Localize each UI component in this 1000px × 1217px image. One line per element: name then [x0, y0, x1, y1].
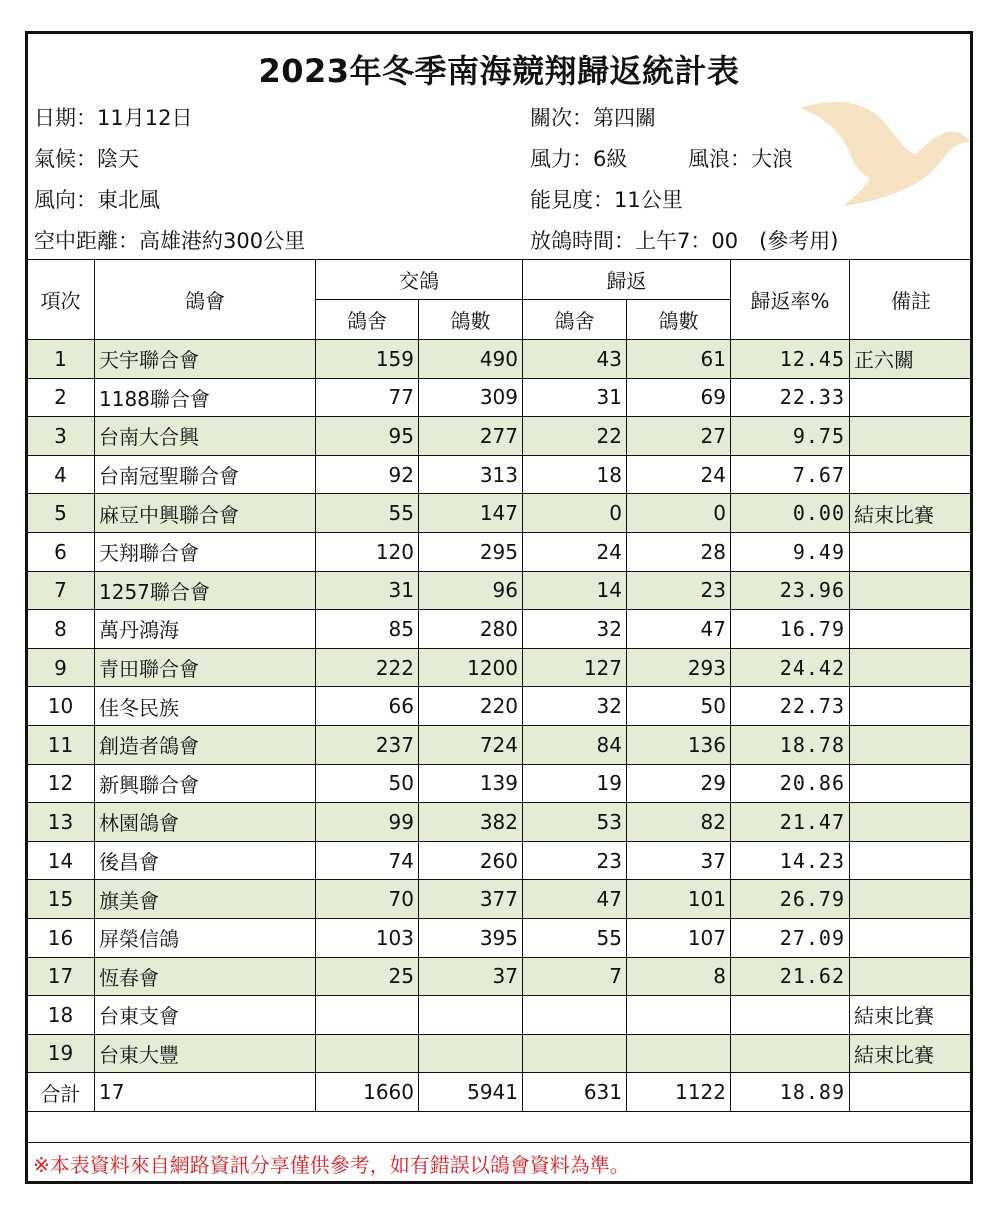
cell-remark	[850, 687, 973, 726]
table-row	[27, 841, 973, 880]
cell-submitted-lofts: 77	[316, 378, 419, 417]
cell-remark	[850, 957, 973, 996]
dove-icon	[798, 94, 973, 209]
info-waves: 風浪：大浪	[688, 147, 793, 171]
cell-remark	[850, 880, 973, 919]
total-remark	[850, 1073, 973, 1112]
table-row	[27, 417, 973, 456]
cell-returned-lofts: 14	[523, 571, 627, 610]
cell-submitted-birds: 1200	[419, 648, 523, 687]
cell-returned-birds: 82	[627, 803, 731, 842]
stats-table-wrap	[28, 259, 970, 1112]
cell-remark	[850, 417, 973, 456]
cell-returned-birds	[627, 996, 731, 1035]
cell-club: 1188聯合會	[95, 378, 316, 417]
header-submitted-lofts: 鴿舍	[316, 300, 419, 340]
cell-rate: 12.45	[731, 340, 850, 379]
cell-rate: 18.78	[731, 725, 850, 764]
cell-no: 13	[27, 803, 95, 842]
cell-no: 9	[27, 648, 95, 687]
cell-submitted-lofts: 222	[316, 648, 419, 687]
table-row	[27, 532, 973, 571]
cell-rate: 0.00	[731, 494, 850, 533]
cell-submitted-birds: 724	[419, 725, 523, 764]
info-distance: 空中距離：高雄港約300公里	[34, 229, 306, 253]
cell-returned-lofts: 84	[523, 725, 627, 764]
header-submitted-birds: 鴿數	[419, 300, 523, 340]
cell-returned-birds	[627, 1034, 731, 1073]
header-rate: 歸返率%	[731, 260, 850, 340]
cell-submitted-birds: 147	[419, 494, 523, 533]
cell-submitted-birds: 37	[419, 957, 523, 996]
cell-no: 12	[27, 764, 95, 803]
cell-submitted-birds: 260	[419, 841, 523, 880]
total-submitted-lofts: 1660	[316, 1073, 419, 1112]
cell-returned-birds: 37	[627, 841, 731, 880]
cell-returned-lofts	[523, 996, 627, 1035]
cell-returned-birds: 8	[627, 957, 731, 996]
cell-club: 天宇聯合會	[95, 340, 316, 379]
cell-returned-birds: 0	[627, 494, 731, 533]
cell-rate: 14.23	[731, 841, 850, 880]
cell-rate: 24.42	[731, 648, 850, 687]
cell-club: 台東支會	[95, 996, 316, 1035]
cell-submitted-lofts: 120	[316, 532, 419, 571]
cell-returned-lofts: 127	[523, 648, 627, 687]
table-row	[27, 340, 973, 379]
cell-returned-lofts: 19	[523, 764, 627, 803]
cell-rate: 21.47	[731, 803, 850, 842]
cell-submitted-lofts	[316, 996, 419, 1035]
note-divider	[28, 1142, 970, 1143]
cell-submitted-birds	[419, 1034, 523, 1073]
header-returned: 歸返	[523, 260, 731, 300]
cell-submitted-birds: 309	[419, 378, 523, 417]
total-returned-birds: 1122	[627, 1073, 731, 1112]
page-title: 2023年冬季南海競翔歸返統計表	[258, 52, 740, 90]
cell-returned-lofts: 24	[523, 532, 627, 571]
cell-submitted-lofts: 99	[316, 803, 419, 842]
cell-no: 17	[27, 957, 95, 996]
cell-remark	[850, 841, 973, 880]
cell-submitted-birds: 277	[419, 417, 523, 456]
table-row	[27, 957, 973, 996]
cell-club: 青田聯合會	[95, 648, 316, 687]
cell-club: 創造者鴿會	[95, 725, 316, 764]
cell-submitted-lofts: 74	[316, 841, 419, 880]
table-row	[27, 648, 973, 687]
cell-returned-lofts: 43	[523, 340, 627, 379]
cell-no: 19	[27, 1034, 95, 1073]
cell-returned-birds: 293	[627, 648, 731, 687]
cell-submitted-birds: 490	[419, 340, 523, 379]
cell-submitted-birds: 96	[419, 571, 523, 610]
cell-remark	[850, 571, 973, 610]
header-remark: 備註	[850, 260, 973, 340]
cell-club: 台東大豐	[95, 1034, 316, 1073]
cell-remark	[850, 648, 973, 687]
cell-rate: 7.67	[731, 455, 850, 494]
cell-returned-lofts	[523, 1034, 627, 1073]
cell-submitted-lofts: 159	[316, 340, 419, 379]
cell-remark: 結束比賽	[850, 494, 973, 533]
table-row	[27, 455, 973, 494]
cell-remark: 結束比賽	[850, 996, 973, 1035]
table-row	[27, 687, 973, 726]
cell-no: 7	[27, 571, 95, 610]
cell-no: 14	[27, 841, 95, 880]
cell-remark	[850, 764, 973, 803]
info-stage: 關次：第四關	[530, 106, 656, 130]
cell-submitted-lofts: 237	[316, 725, 419, 764]
cell-no: 5	[27, 494, 95, 533]
cell-returned-lofts: 47	[523, 880, 627, 919]
cell-club: 旗美會	[95, 880, 316, 919]
cell-remark	[850, 532, 973, 571]
cell-no: 6	[27, 532, 95, 571]
cell-submitted-birds: 382	[419, 803, 523, 842]
cell-submitted-birds: 220	[419, 687, 523, 726]
cell-returned-birds: 28	[627, 532, 731, 571]
info-weather: 氣候：陰天	[34, 147, 139, 171]
cell-remark	[850, 918, 973, 957]
table-row	[27, 764, 973, 803]
total-row	[27, 1073, 973, 1112]
cell-returned-lofts: 0	[523, 494, 627, 533]
cell-submitted-lofts: 66	[316, 687, 419, 726]
cell-submitted-lofts: 55	[316, 494, 419, 533]
cell-club: 佳冬民族	[95, 687, 316, 726]
cell-rate: 27.09	[731, 918, 850, 957]
cell-submitted-lofts: 92	[316, 455, 419, 494]
cell-club: 後昌會	[95, 841, 316, 880]
cell-remark: 正六關	[850, 340, 973, 379]
cell-club: 萬丹鴻海	[95, 610, 316, 649]
cell-no: 10	[27, 687, 95, 726]
info-date: 日期：11月12日	[34, 106, 193, 130]
cell-submitted-lofts: 70	[316, 880, 419, 919]
cell-rate: 23.96	[731, 571, 850, 610]
cell-rate: 9.75	[731, 417, 850, 456]
cell-remark	[850, 378, 973, 417]
cell-returned-birds: 47	[627, 610, 731, 649]
stats-sheet	[25, 31, 973, 1184]
cell-rate: 22.33	[731, 378, 850, 417]
cell-rate: 20.86	[731, 764, 850, 803]
footnote: ※本表資料來自網路資訊分享僅供參考，如有錯誤以鴿會資料為準。	[33, 1153, 630, 1177]
header-club: 鴿會	[95, 260, 316, 340]
cell-rate: 9.49	[731, 532, 850, 571]
cell-returned-lofts: 18	[523, 455, 627, 494]
cell-submitted-lofts	[316, 1034, 419, 1073]
cell-no: 3	[27, 417, 95, 456]
cell-club: 林園鴿會	[95, 803, 316, 842]
cell-submitted-birds: 395	[419, 918, 523, 957]
cell-club: 麻豆中興聯合會	[95, 494, 316, 533]
cell-submitted-birds: 295	[419, 532, 523, 571]
cell-rate: 22.73	[731, 687, 850, 726]
cell-no: 11	[27, 725, 95, 764]
total-returned-lofts: 631	[523, 1073, 627, 1112]
cell-returned-birds: 29	[627, 764, 731, 803]
cell-rate: 21.62	[731, 957, 850, 996]
cell-club: 恆春會	[95, 957, 316, 996]
cell-returned-birds: 69	[627, 378, 731, 417]
total-rate: 18.89	[731, 1073, 850, 1112]
cell-submitted-lofts: 31	[316, 571, 419, 610]
cell-no: 8	[27, 610, 95, 649]
total-label: 合計	[27, 1073, 95, 1112]
cell-returned-lofts: 32	[523, 610, 627, 649]
table-row	[27, 378, 973, 417]
cell-returned-lofts: 32	[523, 687, 627, 726]
cell-no: 1	[27, 340, 95, 379]
cell-no: 15	[27, 880, 95, 919]
cell-returned-lofts: 7	[523, 957, 627, 996]
cell-club: 1257聯合會	[95, 571, 316, 610]
cell-returned-birds: 61	[627, 340, 731, 379]
info-wind-direction: 風向：東北風	[34, 188, 160, 212]
table-row	[27, 494, 973, 533]
table-row	[27, 610, 973, 649]
cell-submitted-birds: 313	[419, 455, 523, 494]
cell-submitted-lofts: 25	[316, 957, 419, 996]
cell-submitted-lofts: 85	[316, 610, 419, 649]
cell-rate: 16.79	[731, 610, 850, 649]
cell-no: 2	[27, 378, 95, 417]
cell-remark	[850, 725, 973, 764]
cell-club: 天翔聯合會	[95, 532, 316, 571]
cell-no: 16	[27, 918, 95, 957]
cell-no: 4	[27, 455, 95, 494]
info-visibility: 能見度：11公里	[530, 188, 683, 212]
cell-club: 屏榮信鴿	[95, 918, 316, 957]
total-club-count: 17	[95, 1073, 316, 1112]
cell-remark	[850, 455, 973, 494]
cell-no: 18	[27, 996, 95, 1035]
header-submitted: 交鴿	[316, 260, 523, 300]
cell-rate	[731, 1034, 850, 1073]
cell-returned-lofts: 22	[523, 417, 627, 456]
cell-club: 新興聯合會	[95, 764, 316, 803]
table-row	[27, 918, 973, 957]
table-row	[27, 996, 973, 1035]
info-release-time: 放鴿時間：上午7：00 (參考用)	[530, 229, 839, 253]
header-returned-lofts: 鴿舍	[523, 300, 627, 340]
cell-returned-birds: 101	[627, 880, 731, 919]
stats-table	[26, 259, 973, 1112]
cell-rate	[731, 996, 850, 1035]
table-row	[27, 1034, 973, 1073]
cell-submitted-lofts: 103	[316, 918, 419, 957]
cell-submitted-lofts: 95	[316, 417, 419, 456]
cell-returned-birds: 136	[627, 725, 731, 764]
cell-returned-birds: 27	[627, 417, 731, 456]
cell-remark: 結束比賽	[850, 1034, 973, 1073]
cell-returned-birds: 50	[627, 687, 731, 726]
cell-remark	[850, 803, 973, 842]
cell-submitted-birds: 280	[419, 610, 523, 649]
table-row	[27, 880, 973, 919]
total-submitted-birds: 5941	[419, 1073, 523, 1112]
cell-returned-lofts: 55	[523, 918, 627, 957]
cell-remark	[850, 610, 973, 649]
table-row	[27, 725, 973, 764]
cell-returned-birds: 24	[627, 455, 731, 494]
cell-returned-birds: 107	[627, 918, 731, 957]
table-row	[27, 571, 973, 610]
info-wind-force: 風力：6級	[530, 147, 628, 171]
cell-returned-lofts: 31	[523, 378, 627, 417]
header-item: 項次	[27, 260, 95, 340]
cell-returned-birds: 23	[627, 571, 731, 610]
header-returned-birds: 鴿數	[627, 300, 731, 340]
cell-returned-lofts: 53	[523, 803, 627, 842]
cell-club: 台南大合興	[95, 417, 316, 456]
cell-submitted-birds: 377	[419, 880, 523, 919]
cell-rate: 26.79	[731, 880, 850, 919]
cell-submitted-birds	[419, 996, 523, 1035]
cell-club: 台南冠聖聯合會	[95, 455, 316, 494]
table-row	[27, 803, 973, 842]
cell-submitted-birds: 139	[419, 764, 523, 803]
cell-submitted-lofts: 50	[316, 764, 419, 803]
cell-returned-lofts: 23	[523, 841, 627, 880]
